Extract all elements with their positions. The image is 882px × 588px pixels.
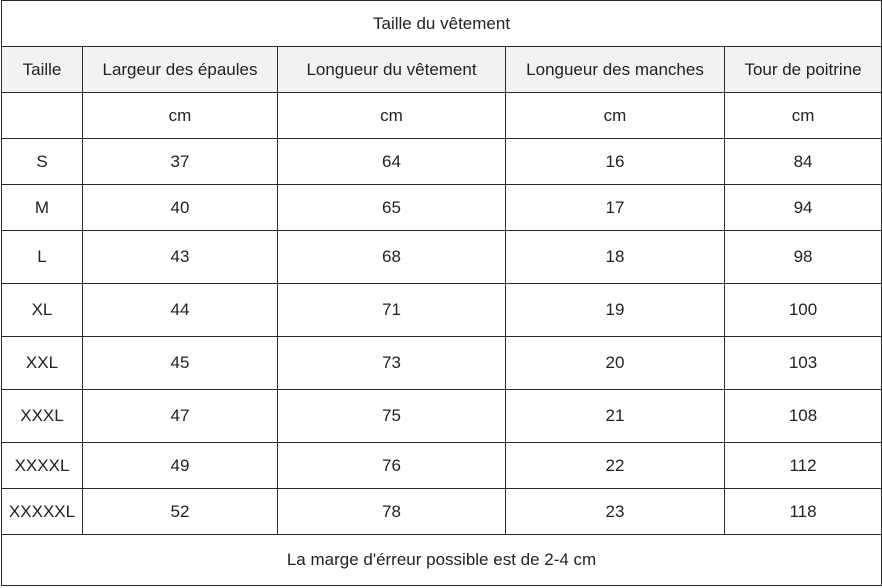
table-row: [2, 337, 882, 390]
table-row: [2, 489, 882, 535]
value-cell: 21: [506, 390, 725, 443]
table-row: [2, 231, 882, 284]
value-cell: 65: [278, 185, 506, 231]
size-cell: XXXXL: [2, 443, 83, 489]
value-cell: 45: [83, 337, 278, 390]
value-cell: 64: [278, 139, 506, 185]
header-sleeve-length: Longueur des manches: [506, 47, 725, 93]
table-row: [2, 284, 882, 337]
value-cell: 23: [506, 489, 725, 535]
header-row: [2, 47, 882, 93]
value-cell: 118: [725, 489, 882, 535]
value-cell: 19: [506, 284, 725, 337]
title-row: [2, 1, 882, 47]
value-cell: 73: [278, 337, 506, 390]
value-cell: 98: [725, 231, 882, 284]
table-row: [2, 185, 882, 231]
size-cell: XXXXXL: [2, 489, 83, 535]
value-cell: 76: [278, 443, 506, 489]
unit-cell: [2, 93, 83, 139]
table-row: [2, 139, 882, 185]
value-cell: 44: [83, 284, 278, 337]
unit-row: [2, 93, 882, 139]
value-cell: 78: [278, 489, 506, 535]
table-title: Taille du vêtement: [2, 1, 882, 47]
footer-row: [2, 535, 882, 586]
value-cell: 71: [278, 284, 506, 337]
unit-cell: cm: [278, 93, 506, 139]
value-cell: 47: [83, 390, 278, 443]
value-cell: 17: [506, 185, 725, 231]
header-size: Taille: [2, 47, 83, 93]
table-row: [2, 390, 882, 443]
size-chart-table: [1, 0, 882, 586]
value-cell: 40: [83, 185, 278, 231]
value-cell: 108: [725, 390, 882, 443]
size-cell: XXXL: [2, 390, 83, 443]
size-cell: XL: [2, 284, 83, 337]
header-garment-length: Longueur du vêtement: [278, 47, 506, 93]
header-chest: Tour de poitrine: [725, 47, 882, 93]
value-cell: 75: [278, 390, 506, 443]
value-cell: 20: [506, 337, 725, 390]
value-cell: 103: [725, 337, 882, 390]
value-cell: 22: [506, 443, 725, 489]
value-cell: 84: [725, 139, 882, 185]
value-cell: 52: [83, 489, 278, 535]
unit-cell: cm: [506, 93, 725, 139]
value-cell: 112: [725, 443, 882, 489]
table-row: [2, 443, 882, 489]
unit-cell: cm: [83, 93, 278, 139]
size-cell: S: [2, 139, 83, 185]
value-cell: 100: [725, 284, 882, 337]
size-cell: M: [2, 185, 83, 231]
value-cell: 43: [83, 231, 278, 284]
size-cell: L: [2, 231, 83, 284]
error-margin-note: La marge d'érreur possible est de 2-4 cm: [2, 535, 882, 586]
value-cell: 16: [506, 139, 725, 185]
value-cell: 37: [83, 139, 278, 185]
header-shoulder-width: Largeur des épaules: [83, 47, 278, 93]
value-cell: 18: [506, 231, 725, 284]
value-cell: 68: [278, 231, 506, 284]
size-cell: XXL: [2, 337, 83, 390]
value-cell: 49: [83, 443, 278, 489]
unit-cell: cm: [725, 93, 882, 139]
value-cell: 94: [725, 185, 882, 231]
